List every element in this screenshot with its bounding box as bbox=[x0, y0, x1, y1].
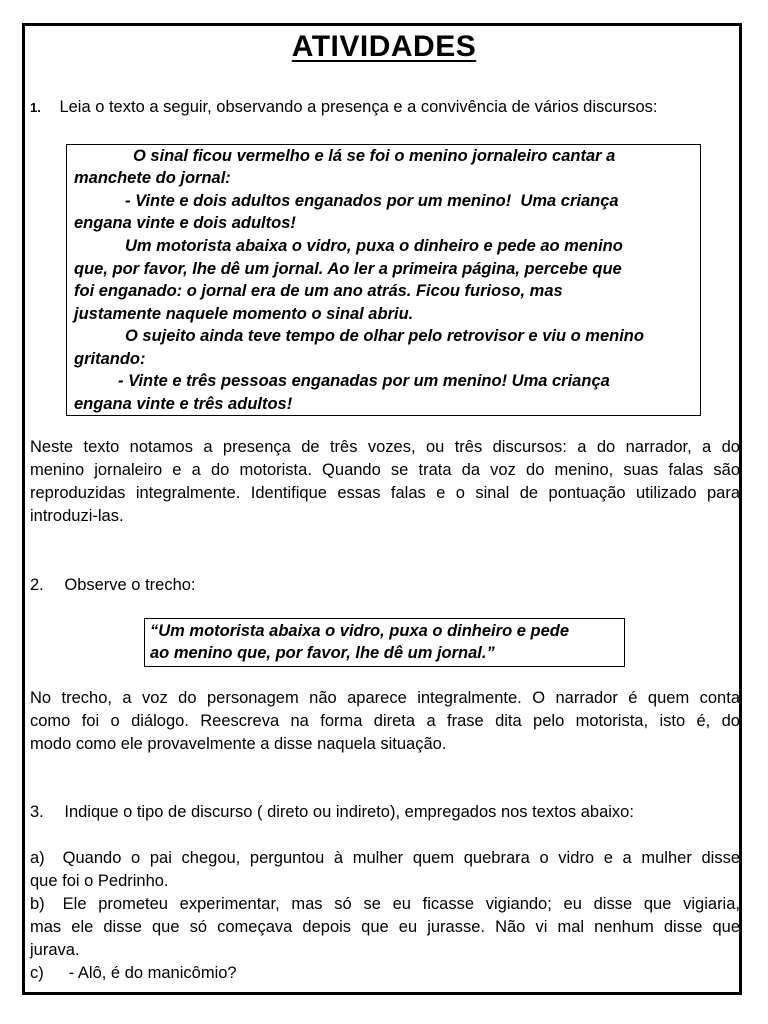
explanation-line: No trecho, a voz do personagem não aparece integralmente. O narrador é quem conta bbox=[30, 689, 740, 707]
item-c-line bbox=[30, 962, 740, 985]
explanation-line: menino jornaleiro e a do motorista. Quando se trata da voz do menino, suas falas são bbox=[30, 461, 740, 479]
page-title: ATIVIDADES bbox=[291, 30, 477, 63]
story-line: que, por favor, lhe dê um jornal. Ao ler a primeira página, percebe que bbox=[74, 260, 622, 278]
item-letter: a) bbox=[30, 849, 45, 867]
item-line: jurava. bbox=[30, 941, 80, 959]
item-text: - Alô, é do manicômio? bbox=[68, 964, 237, 982]
item-line: mas ele disse que só começava depois que eu jurasse. Não vi mal nenhum disse que bbox=[30, 918, 740, 936]
question-2-prompt bbox=[30, 574, 196, 597]
question-3-text: Indique o tipo de discurso ( direto ou indireto), empregados nos textos abaixo: bbox=[64, 803, 634, 821]
item-text: Quando o pai chegou, perguntou à mulher quem quebrara o vidro e a mulher disse bbox=[62, 849, 740, 867]
explanation-line: Neste texto notamos a presença de três vozes, ou três discursos: a do narrador, a do bbox=[30, 438, 740, 456]
story-line: O sinal ficou vermelho e lá se foi o menino jornaleiro cantar a bbox=[133, 147, 616, 165]
story-line: manchete do jornal: bbox=[74, 169, 231, 187]
story-line: O sujeito ainda teve tempo de olhar pelo retrovisor e viu o menino bbox=[125, 327, 644, 345]
item-line: que foi o Pedrinho. bbox=[30, 872, 169, 890]
story-line: - Vinte e três pessoas enganadas por um menino! Uma criança bbox=[118, 372, 610, 390]
question-1-prompt bbox=[30, 96, 657, 119]
question-2-number: 2. bbox=[30, 576, 44, 594]
story-line: - Vinte e dois adultos enganados por um menino! Uma criança bbox=[125, 192, 619, 210]
question-1-explanation bbox=[30, 436, 740, 528]
story-line: foi enganado: o jornal era de um ano atrás. Ficou furioso, mas bbox=[74, 282, 563, 300]
item-text: Ele prometeu experimentar, mas só se eu ficasse vigiando; eu disse que vigiaria, bbox=[62, 895, 740, 913]
item-letter: c) bbox=[30, 964, 44, 982]
story-line: justamente naquele momento o sinal abriu. bbox=[74, 305, 414, 323]
question-1-number: 1. bbox=[30, 100, 41, 115]
question-1-text: Leia o texto a seguir, observando a presença e a convivência de vários discursos: bbox=[59, 98, 658, 116]
story-line: gritando: bbox=[74, 350, 146, 368]
question-3-prompt bbox=[30, 801, 634, 824]
item-a-line bbox=[30, 847, 740, 870]
explanation-line: como foi o diálogo. Reescreva na forma direta a frase dita pelo motorista, isto é, do bbox=[30, 712, 740, 730]
item-letter: b) bbox=[30, 895, 45, 913]
question-2-text: Observe o trecho: bbox=[64, 576, 196, 594]
question-3-items bbox=[30, 847, 740, 985]
question-2-explanation bbox=[30, 687, 740, 756]
explanation-line: modo como ele provavelmente a disse naquela situação. bbox=[30, 735, 447, 753]
quote-line: ao menino que, por favor, lhe dê um jornal.” bbox=[150, 644, 495, 662]
item-b-line bbox=[30, 893, 740, 916]
explanation-line: introduzi-las. bbox=[30, 507, 124, 525]
quote-line: “Um motorista abaixa o vidro, puxa o dinheiro e pede bbox=[150, 622, 570, 640]
story-line: Um motorista abaixa o vidro, puxa o dinheiro e pede ao menino bbox=[125, 237, 623, 255]
story-line: engana vinte e três adultos! bbox=[74, 395, 293, 413]
question-3-number: 3. bbox=[30, 803, 44, 821]
story-line: engana vinte e dois adultos! bbox=[74, 214, 296, 232]
explanation-line: reproduzidas integralmente. Identifique essas falas e o sinal de pontuação utilizado para bbox=[30, 484, 740, 502]
